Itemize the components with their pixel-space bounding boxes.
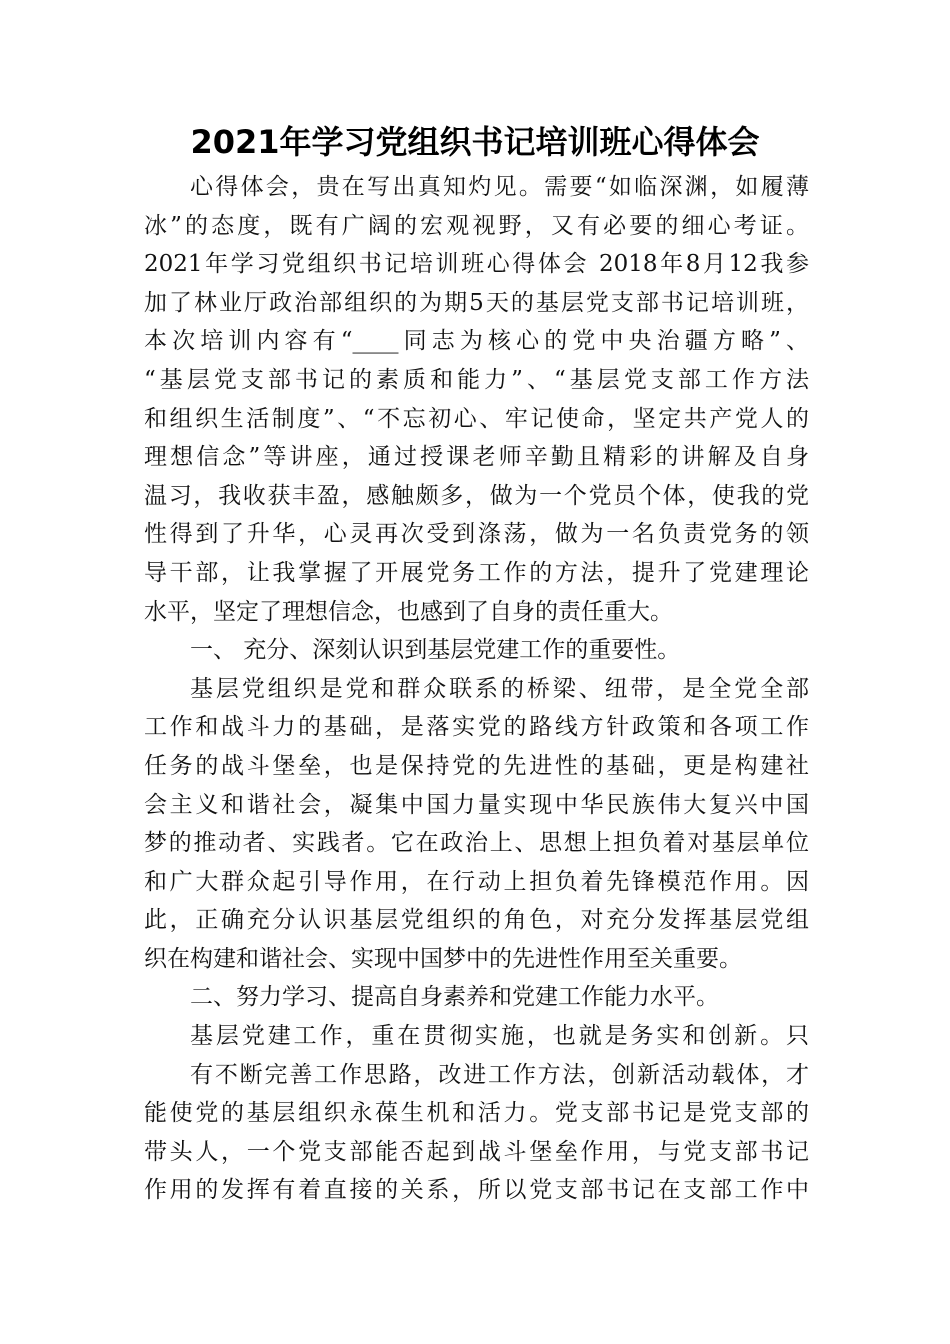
body-line: 2021年学习党组织书记培训班心得体会 2018年8月12我参: [144, 251, 809, 278]
body-line: 织在构建和谐社会、实现中国梦中的先进性作用至关重要。: [144, 945, 742, 972]
body-line: 和组织生活制度”、“不忘初心、牢记使命，坚定共产党人的: [144, 405, 809, 432]
body-line: 会主义和谐社会，凝集中国力量实现中华民族伟大复兴中国: [144, 791, 809, 818]
body-line: 和广大群众起引导作用，在行动上担负着先锋模范作用。因: [144, 868, 809, 895]
body-line: 能使党的基层组织永葆生机和活力。党支部书记是党支部的: [144, 1100, 809, 1127]
body-line: 此，正确充分认识基层党组织的角色，对充分发挥基层党组: [144, 907, 809, 934]
body-line: 基层党组织是党和群众联系的桥梁、纽带，是全党全部: [190, 675, 809, 702]
body-line: “基层党支部书记的素质和能力”、“基层党支部工作方法: [144, 366, 809, 393]
body-line: 加了林业厅政治部组织的为期5天的基层党支部书记培训班，: [144, 289, 809, 316]
body-line: 基层党建工作，重在贯彻实施，也就是务实和创新。只: [190, 1023, 809, 1050]
section-heading: 一、 充分、深刻认识到基层党建工作的重要性。: [190, 637, 681, 664]
body-line: 温习，我收获丰盈，感触颇多，做为一个党员个体，使我的党: [144, 482, 809, 509]
body-line: 有不断完善工作思路，改进工作方法，创新活动载体，才: [190, 1061, 809, 1088]
body-line: 作用的发挥有着直接的关系，所以党支部书记在支部工作中: [144, 1177, 809, 1204]
document-title: 2021年学习党组织书记培训班心得体会: [190, 123, 760, 161]
body-line: 理想信念”等讲座，通过授课老师辛勤且精彩的讲解及自身: [144, 444, 809, 471]
document-body: [144, 168, 809, 1210]
body-line: 梦的推动者、实践者。它在政治上、思想上担负着对基层单位: [144, 830, 809, 857]
body-line: 心得体会，贵在写出真知灼见。需要“如临深渊，如履薄: [190, 174, 809, 200]
body-line: 工作和战斗力的基础，是落实党的路线方针政策和各项工作: [144, 714, 809, 741]
body-line: 带头人，一个党支部能否起到战斗堡垒作用，与党支部书记: [144, 1138, 809, 1165]
body-line: 性得到了升华，心灵再次受到涤荡，做为一名负责党务的领: [144, 521, 809, 548]
body-line: 本次培训内容有“____同志为核心的党中央治疆方略”、: [144, 328, 809, 355]
body-line: 水平，坚定了理想信念，也感到了自身的责任重大。: [144, 598, 673, 625]
body-line: 任务的战斗堡垒，也是保持党的先进性的基础，更是构建社: [144, 752, 809, 779]
body-line: 导干部，让我掌握了开展党务工作的方法，提升了党建理论: [144, 559, 809, 586]
section-heading: 二、努力学习、提高自身素养和党建工作能力水平。: [190, 984, 719, 1011]
body-line: 冰”的态度，既有广阔的宏观视野，又有必要的细心考证。: [144, 212, 809, 239]
